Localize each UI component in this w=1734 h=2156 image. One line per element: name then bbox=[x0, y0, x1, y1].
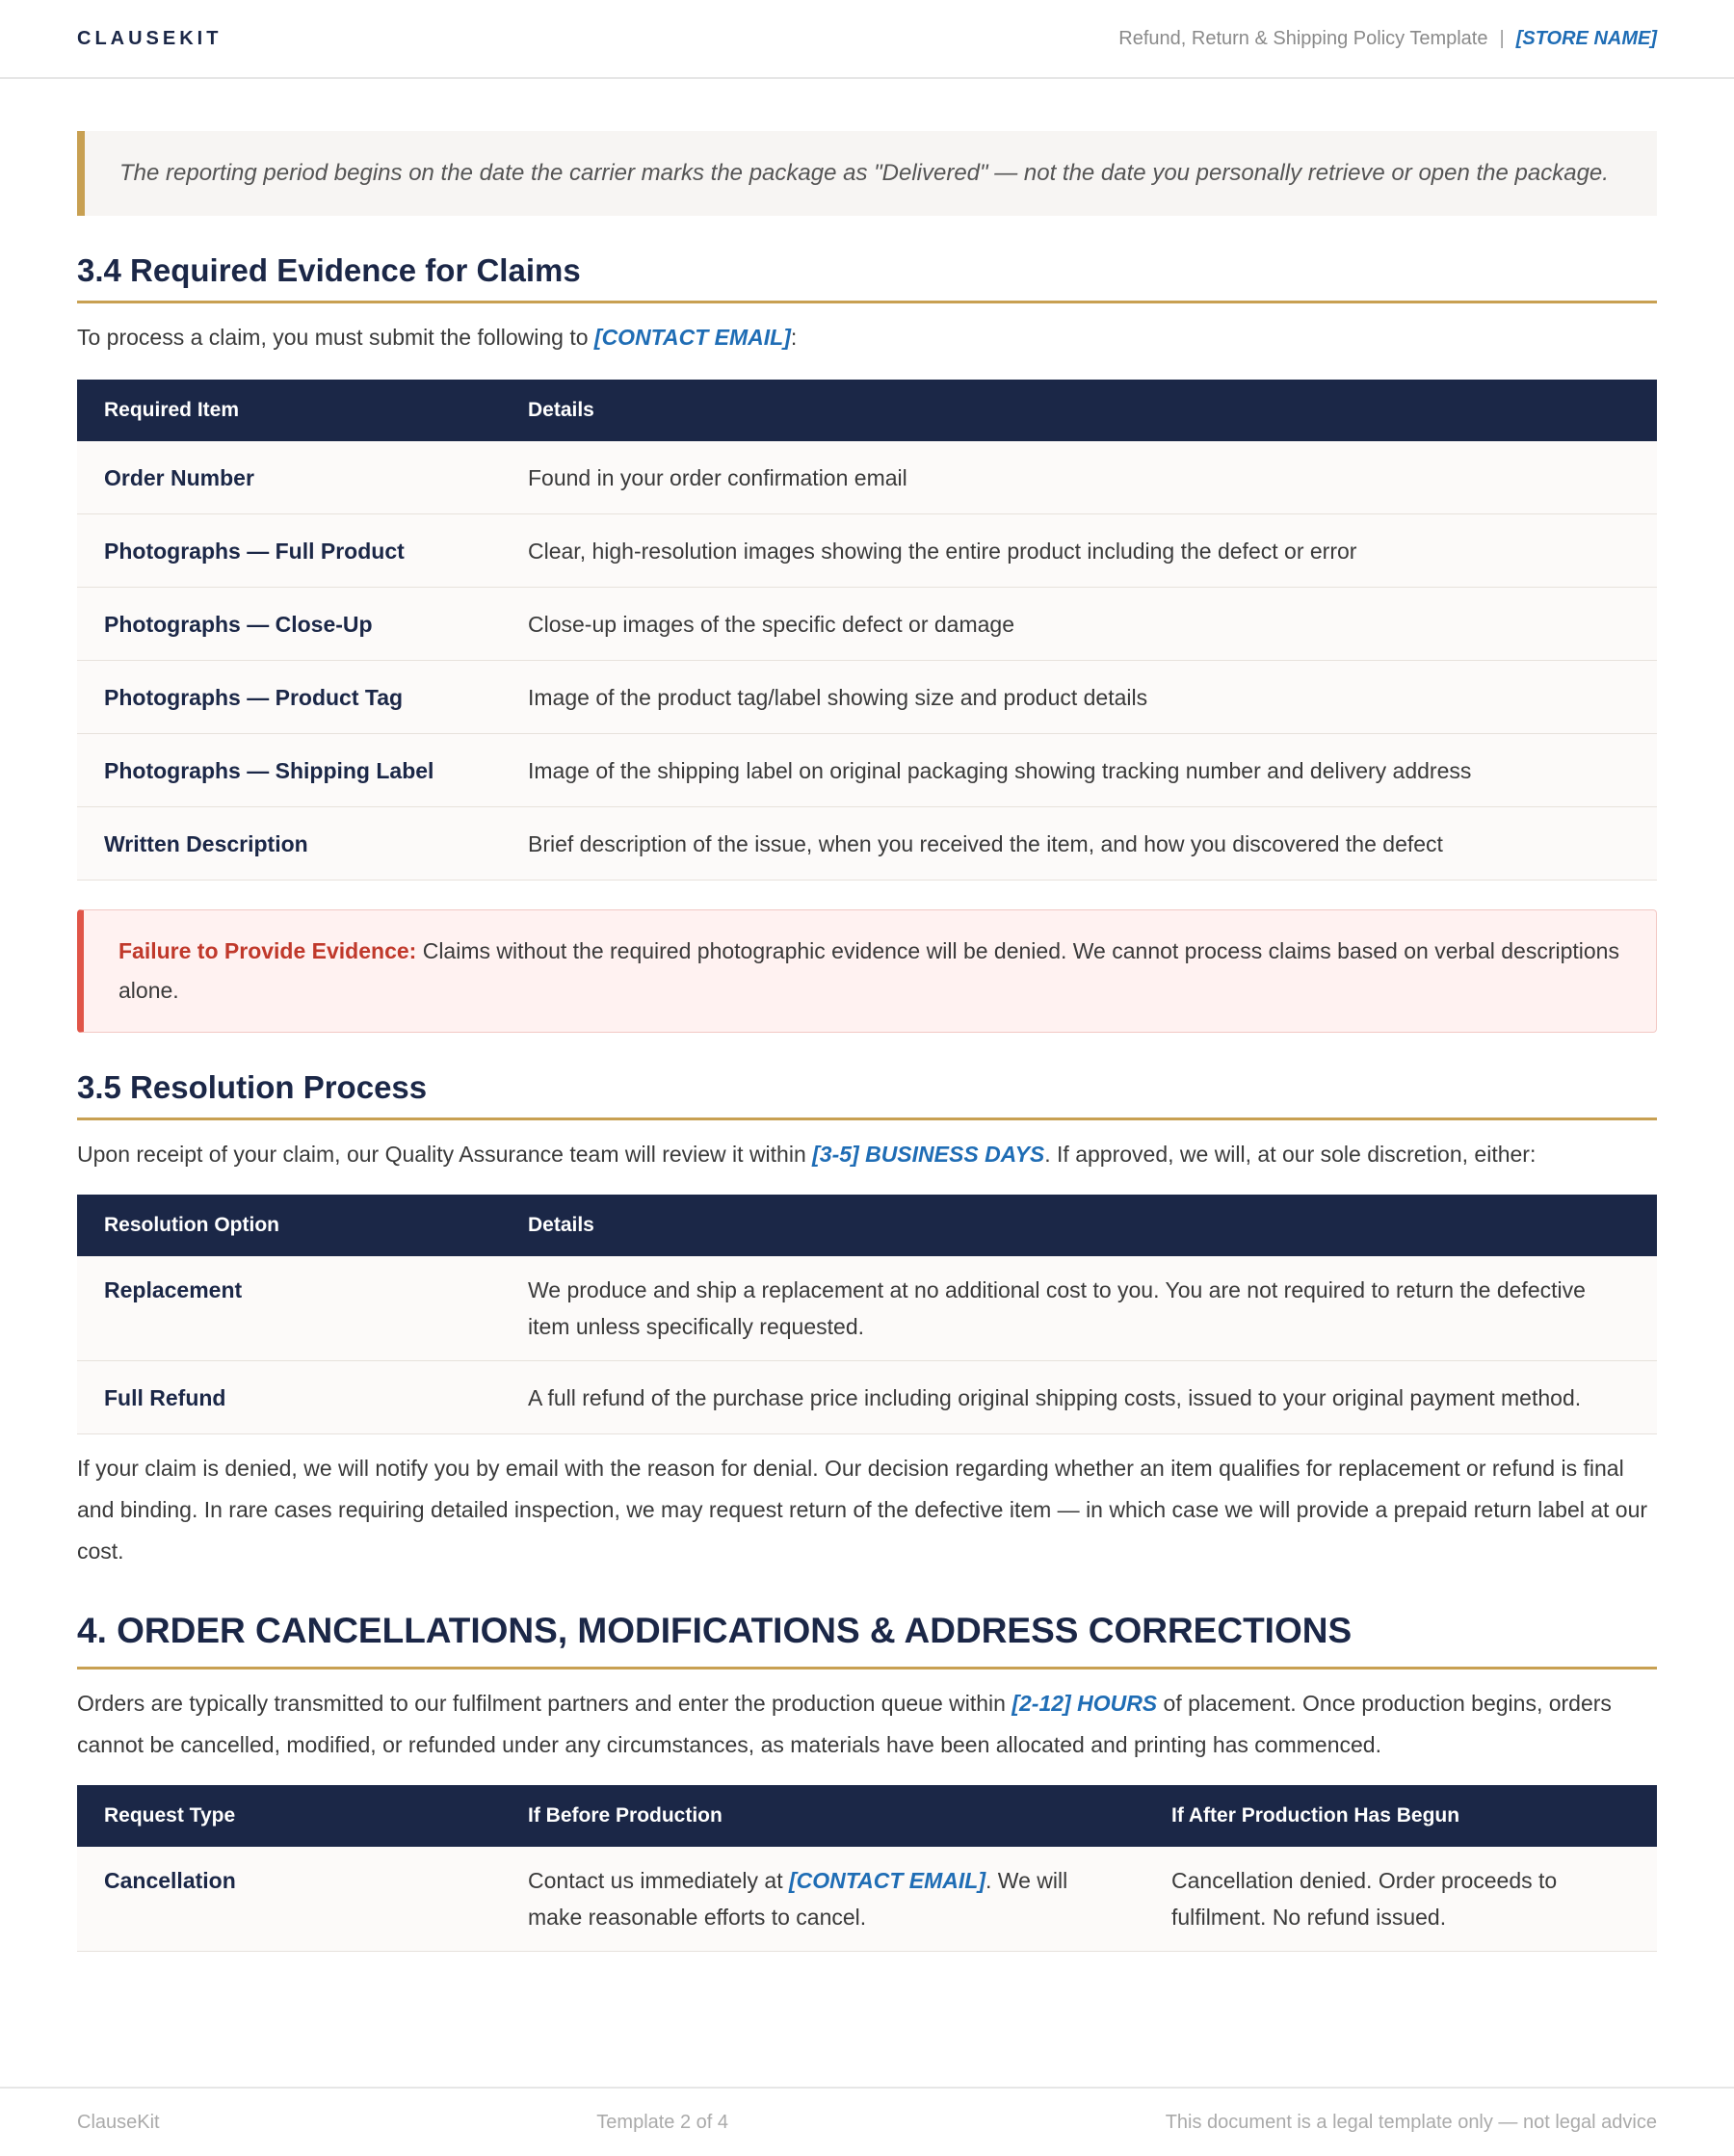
table-row bbox=[77, 734, 1657, 807]
column-header: Details bbox=[501, 380, 1657, 441]
resolution-option-cell: Replacement bbox=[77, 1256, 501, 1361]
column-header: Required Item bbox=[77, 380, 501, 441]
table-row bbox=[77, 514, 1657, 588]
cell-text: Contact us immediately at bbox=[528, 1868, 790, 1893]
section-3-5-intro bbox=[77, 1134, 1657, 1175]
before-production-cell bbox=[501, 1847, 1144, 1952]
table-row bbox=[77, 807, 1657, 881]
required-item-cell: Photographs — Shipping Label bbox=[77, 734, 501, 807]
column-header: If After Production Has Begun bbox=[1144, 1785, 1657, 1847]
business-days-placeholder: [3-5] BUSINESS DAYS bbox=[812, 1142, 1045, 1167]
cancellation-table bbox=[77, 1785, 1657, 1952]
page-header bbox=[0, 0, 1734, 79]
resolution-table bbox=[77, 1195, 1657, 1434]
table-header-row bbox=[77, 380, 1657, 441]
warning-label: Failure to Provide Evidence: bbox=[118, 938, 417, 963]
column-header: Resolution Option bbox=[77, 1195, 501, 1256]
details-cell: A full refund of the purchase price including original shipping costs, issued to your original payment method. bbox=[501, 1361, 1657, 1434]
section-3-4-intro bbox=[77, 317, 1657, 358]
document-content bbox=[0, 79, 1734, 1952]
contact-email-placeholder: [CONTACT EMAIL] bbox=[593, 325, 791, 350]
warning-text: Claims without the required photographic evidence will be denied. We cannot process claims based on verbal descriptions alone. bbox=[118, 938, 1619, 1003]
after-production-cell: Cancellation denied. Order proceeds to fulfilment. No refund issued. bbox=[1144, 1847, 1657, 1952]
intro-text: Orders are typically transmitted to our fulfilment partners and enter the production queue within bbox=[77, 1691, 1012, 1716]
hours-placeholder: [2-12] HOURS bbox=[1012, 1691, 1158, 1716]
contact-email-placeholder: [CONTACT EMAIL] bbox=[789, 1868, 985, 1893]
evidence-table bbox=[77, 380, 1657, 881]
section-4-intro bbox=[77, 1683, 1657, 1766]
delivery-note-text: The reporting period begins on the date the carrier marks the package as "Delivered" — not the date you personally retrieve or open the package. bbox=[119, 160, 1609, 186]
section-3-5-closing: If your claim is denied, we will notify you by email with the reason for denial. Our decision regarding whether an item qualifies for replacement or refund is final and binding. In rare cases requiring detailed inspection, we may request return of the defective item — in which case we will provide a prepaid return label at our cost. bbox=[77, 1456, 1648, 1564]
details-cell: Brief description of the issue, when you received the item, and how you discovered the defect bbox=[501, 807, 1657, 881]
document-title bbox=[1118, 28, 1657, 50]
table-row bbox=[77, 661, 1657, 734]
section-4-heading: 4. ORDER CANCELLATIONS, MODIFICATIONS & ADDRESS CORRECTIONS bbox=[77, 1611, 1657, 1670]
required-item-cell: Photographs — Close-Up bbox=[77, 588, 501, 661]
legal-disclaimer: This document is a legal template only — not legal advice bbox=[1165, 2111, 1657, 2133]
table-row bbox=[77, 1256, 1657, 1361]
column-header: Request Type bbox=[77, 1785, 501, 1847]
details-cell: Image of the product tag/label showing size and product details bbox=[501, 661, 1657, 734]
document-title-text: Refund, Return & Shipping Policy Template bbox=[1118, 27, 1488, 49]
section-3-4-heading: 3.4 Required Evidence for Claims bbox=[77, 252, 1657, 303]
intro-text: To process a claim, you must submit the following to bbox=[77, 325, 594, 350]
intro-text-end: of placement. Once production begins, orders cannot be cancelled, modified, or refunded under any circumstances, as materials have been allocated and printing has commenced. bbox=[77, 1691, 1612, 1757]
request-type-cell: Cancellation bbox=[77, 1847, 501, 1952]
required-item-cell: Written Description bbox=[77, 807, 501, 881]
page-footer bbox=[0, 2087, 1734, 2156]
cell-text-end: . We will make reasonable efforts to cancel. bbox=[528, 1868, 1068, 1930]
intro-text-end: . If approved, we will, at our sole discretion, either: bbox=[1044, 1142, 1537, 1167]
brand-logo: CLAUSEKIT bbox=[77, 27, 223, 49]
intro-text-end: : bbox=[790, 325, 798, 350]
details-cell: Clear, high-resolution images showing the entire product including the defect or error bbox=[501, 514, 1657, 588]
store-name-placeholder: [STORE NAME] bbox=[1515, 27, 1657, 49]
page-indicator: Template 2 of 4 bbox=[596, 2111, 729, 2133]
resolution-option-cell: Full Refund bbox=[77, 1361, 501, 1434]
table-row bbox=[77, 1847, 1657, 1952]
details-cell: Found in your order confirmation email bbox=[501, 441, 1657, 514]
table-row bbox=[77, 441, 1657, 514]
column-header: If Before Production bbox=[501, 1785, 1144, 1847]
details-cell: We produce and ship a replacement at no additional cost to you. You are not required to return the defective item unless specifically requested. bbox=[501, 1256, 1657, 1361]
delivery-note-callout bbox=[77, 131, 1657, 216]
intro-text: Upon receipt of your claim, our Quality Assurance team will review it within bbox=[77, 1142, 813, 1167]
table-header-row bbox=[77, 1195, 1657, 1256]
details-cell: Close-up images of the specific defect or damage bbox=[501, 588, 1657, 661]
table-row bbox=[77, 588, 1657, 661]
required-item-cell: Photographs — Full Product bbox=[77, 514, 501, 588]
footer-brand: ClauseKit bbox=[77, 2111, 160, 2133]
column-header: Details bbox=[501, 1195, 1657, 1256]
required-item-cell: Order Number bbox=[77, 441, 501, 514]
required-item-cell: Photographs — Product Tag bbox=[77, 661, 501, 734]
details-cell: Image of the shipping label on original packaging showing tracking number and delivery address bbox=[501, 734, 1657, 807]
table-header-row bbox=[77, 1785, 1657, 1847]
table-row bbox=[77, 1361, 1657, 1434]
section-3-5-heading: 3.5 Resolution Process bbox=[77, 1069, 1657, 1120]
evidence-warning-callout bbox=[77, 909, 1657, 1033]
title-separator: | bbox=[1499, 27, 1505, 49]
